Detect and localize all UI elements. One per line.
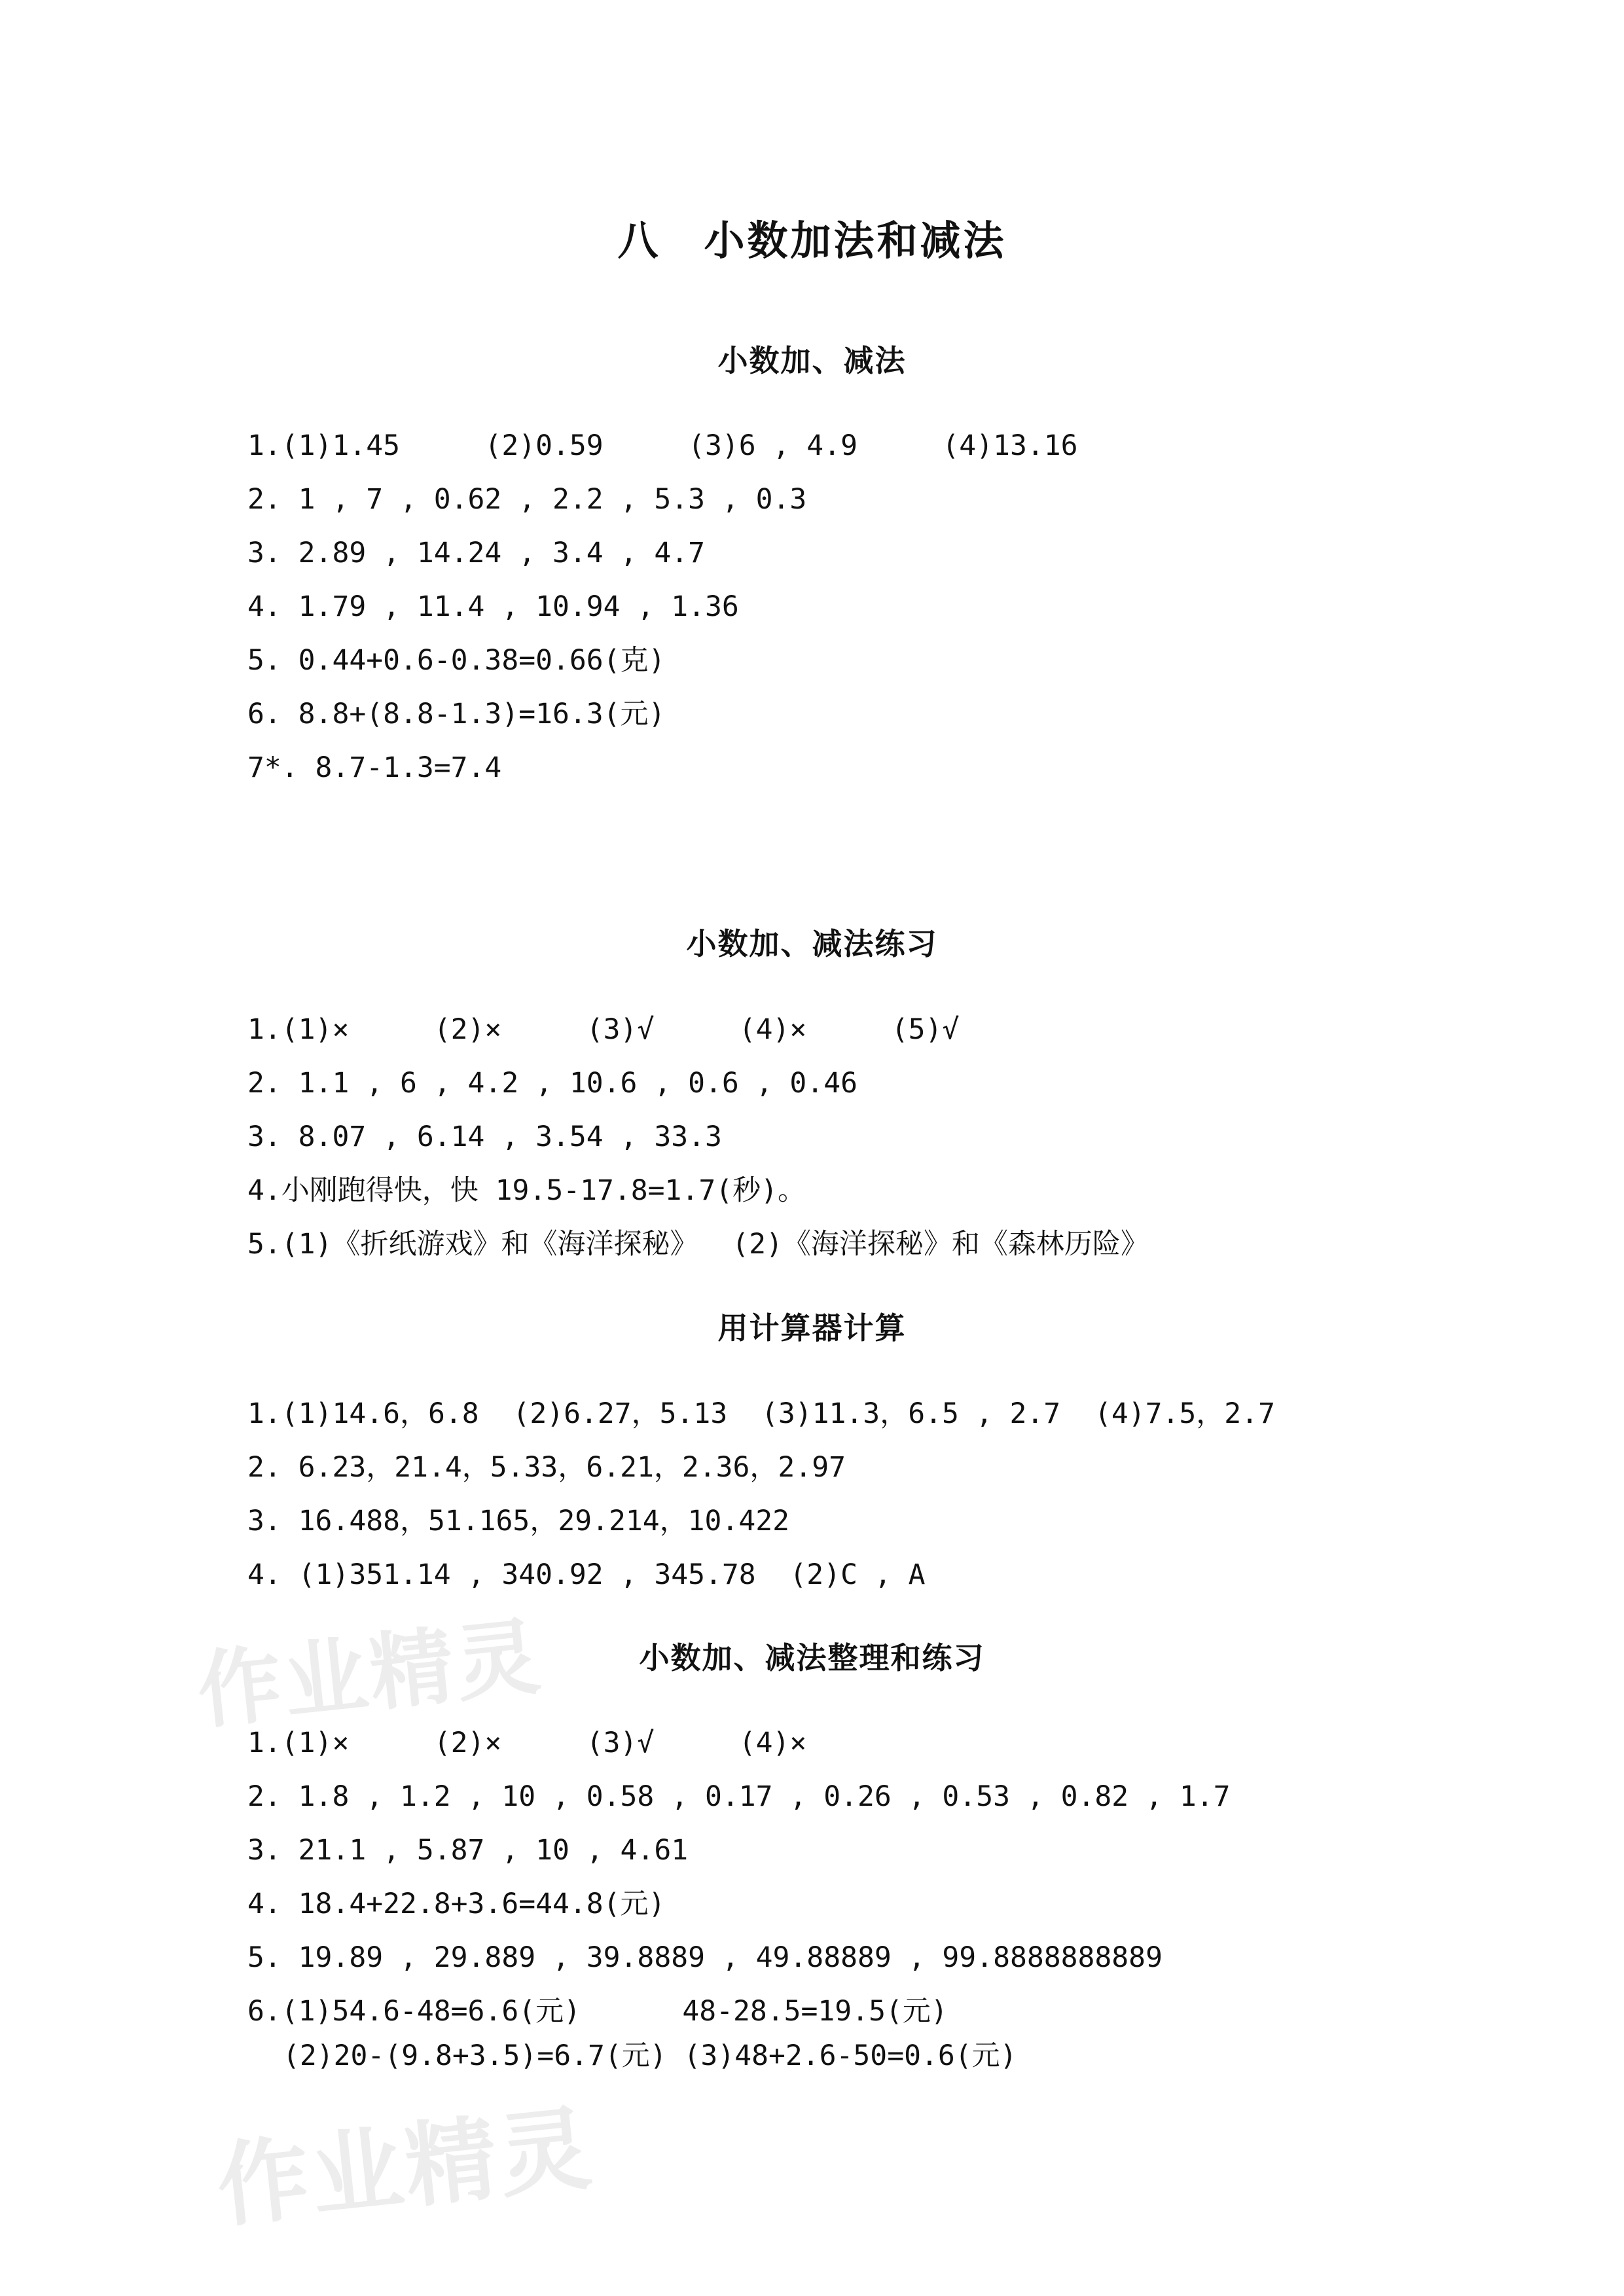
answer-line: 4.小刚跑得快，快 19.5-17.8=1.7(秒)。 (247, 1174, 806, 1207)
answer-line: 2. 1 , 7 , 0.62 , 2.2 , 5.3 , 0.3 (247, 483, 807, 516)
answer-line: 5.(1)《折纸游戏》和《海洋探秘》 (2)《海洋探秘》和《森林历险》 (247, 1228, 1149, 1261)
answer-line: 5. 0.44+0.6-0.38=0.66(克) (247, 644, 666, 677)
section-title: 用计算器计算 (717, 1310, 907, 1346)
answer-line: 4. (1)351.14 , 340.92 , 345.78 (2)C , A (247, 1558, 926, 1591)
answer-line: 1.(1)× (2)× (3)√ (4)× (5)√ (247, 1013, 960, 1046)
answer-line: 7*. 8.7-1.3=7.4 (247, 751, 502, 784)
answer-line: 1.(1)× (2)× (3)√ (4)× (247, 1727, 807, 1759)
section-title: 小数加、减法练习 (686, 926, 938, 961)
watermark: 作业精灵 (212, 2095, 599, 2241)
chapter-title: 八 小数加法和减法 (617, 217, 1007, 264)
answer-line: 3. 2.89 , 14.24 , 3.4 , 4.7 (247, 537, 705, 569)
section-title: 小数加、减法整理和练习 (639, 1640, 985, 1676)
answer-line: 4. 1.79 , 11.4 , 10.94 , 1.36 (247, 590, 739, 623)
answer-line: 6. 8.8+(8.8-1.3)=16.3(元) (247, 698, 666, 730)
answer-line: 4. 18.4+22.8+3.6=44.8(元) (247, 1888, 666, 1920)
answer-line: 1.(1)14.6，6.8 (2)6.27，5.13 (3)11.3，6.5 , 2.7 (4)7.5，2.7 (247, 1397, 1275, 1430)
watermark: 作业精灵 (192, 1607, 547, 1742)
answer-line: 2. 1.1 , 6 , 4.2 , 10.6 , 0.6 , 0.46 (247, 1067, 857, 1100)
section-title: 小数加、减法 (717, 343, 907, 378)
answer-line: 5. 19.89 , 29.889 , 39.8889 , 49.88889 , 99.8888888889 (247, 1941, 1163, 1974)
answer-line: 2. 6.23，21.4，5.33，6.21，2.36，2.97 (247, 1451, 846, 1484)
answer-line: 2. 1.8 , 1.2 , 10 , 0.58 , 0.17 , 0.26 , 0.53 , 0.82 , 1.7 (247, 1780, 1231, 1813)
answer-line: (2)20-(9.8+3.5)=6.7(元) (3)48+2.6-50=0.6(元) (283, 2039, 1017, 2072)
answer-line: 1.(1)1.45 (2)0.59 (3)6 , 4.9 (4)13.16 (247, 429, 1078, 462)
answer-line: 3. 21.1 , 5.87 , 10 , 4.61 (247, 1834, 689, 1867)
answer-line: 6.(1)54.6-48=6.6(元) 48-28.5=19.5(元) (247, 1995, 948, 2028)
answer-line: 3. 16.488，51.165，29.214，10.422 (247, 1505, 789, 1537)
answer-line: 3. 8.07 , 6.14 , 3.54 , 33.3 (247, 1121, 722, 1153)
